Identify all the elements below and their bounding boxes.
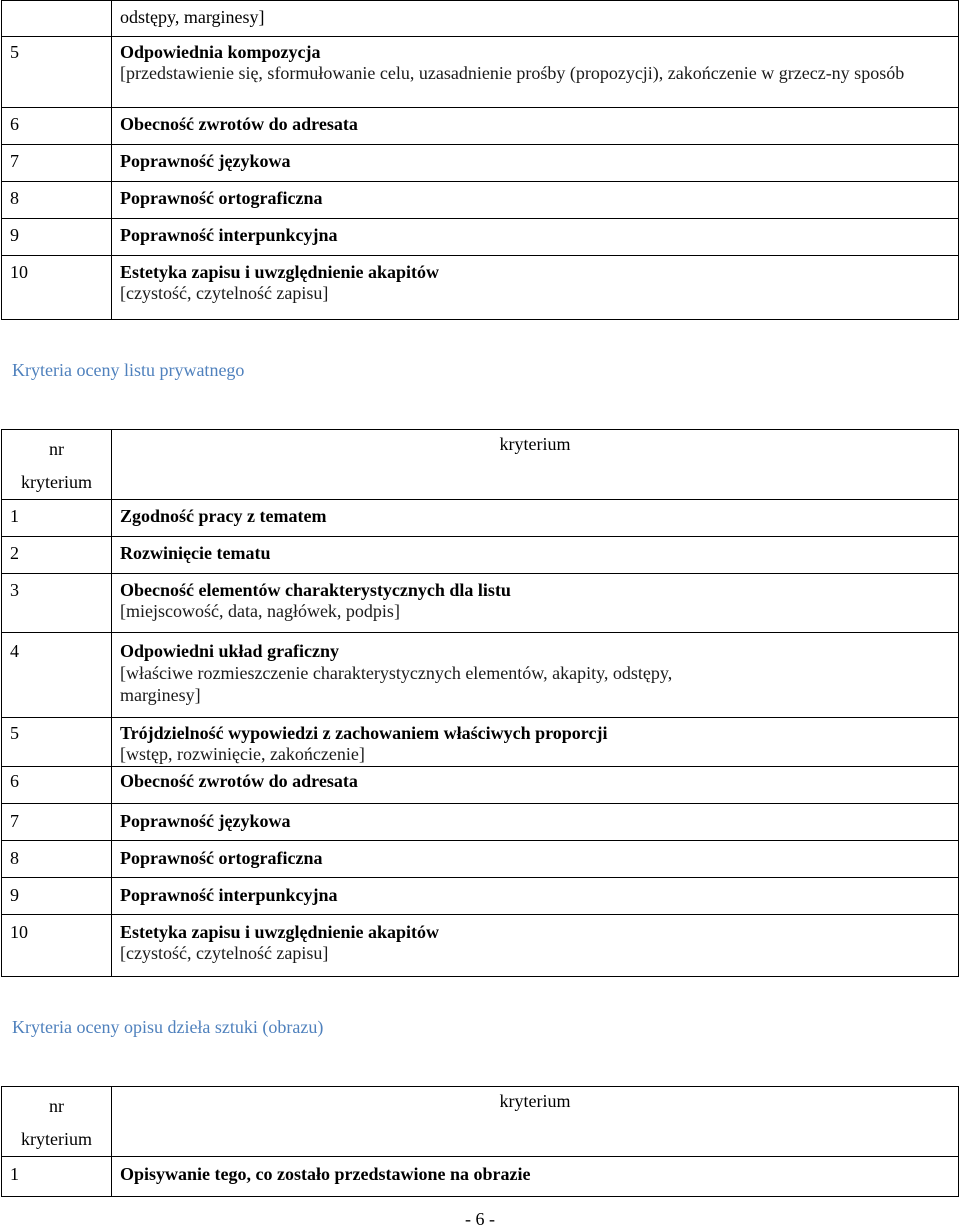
nr-cell: 7 — [2, 804, 112, 841]
header-crit: kryterium — [499, 1091, 571, 1111]
criterion-desc: [miejscowość, data, nagłówek, podpis] — [120, 601, 400, 621]
table-row — [2, 537, 959, 574]
nr-cell: 5 — [2, 718, 112, 767]
criterion-cell — [112, 108, 959, 145]
criterion-cell — [112, 256, 959, 320]
table-row — [2, 500, 959, 537]
nr-cell: 4 — [2, 633, 112, 718]
header-crit: kryterium — [499, 434, 571, 454]
criterion-title: Obecność elementów charakterystycznych dla listu — [120, 580, 511, 600]
criterion-cell — [112, 1, 959, 37]
nr-cell: 10 — [2, 256, 112, 320]
nr-cell: 3 — [2, 574, 112, 633]
table-row — [2, 108, 959, 145]
criterion-title: Poprawność językowa — [120, 151, 291, 171]
header-nr: nr — [49, 439, 64, 459]
criterion-title: Odpowiedni układ graficzny — [120, 641, 340, 661]
criterion-title: Poprawność interpunkcyjna — [120, 225, 338, 245]
table-row — [2, 256, 959, 320]
criterion-cell — [112, 767, 959, 804]
criterion-desc: [właściwe rozmieszczenie charakterystycznych elementów, akapity, odstępy, marginesy] — [120, 663, 673, 705]
criterion-desc: [wstęp, rozwinięcie, zakończenie] — [120, 744, 365, 764]
nr-cell: 7 — [2, 145, 112, 182]
table-row — [2, 145, 959, 182]
table-header-row — [2, 430, 959, 500]
table-row — [2, 915, 959, 977]
nr-cell: 9 — [2, 878, 112, 915]
nr-cell: 6 — [2, 108, 112, 145]
criterion-desc: [przedstawienie się, sformułowanie celu, uzasadnienie prośby (propozycji), zakończenie w grzecz-ny sposób — [120, 63, 905, 83]
criterion-title: Trójdzielność wypowiedzi z zachowaniem właściwych proporcji — [120, 723, 608, 743]
criterion-title: Poprawność ortograficzna — [120, 188, 323, 208]
criterion-cell — [112, 182, 959, 219]
table-row — [2, 1157, 959, 1197]
header-nr-cell — [2, 1087, 112, 1157]
header-nr-kryterium: kryterium — [21, 472, 92, 492]
table-header-row — [2, 1087, 959, 1157]
criterion-cell — [112, 633, 959, 718]
criterion-title: Zgodność pracy z tematem — [120, 506, 327, 526]
criterion-title: Obecność zwrotów do adresata — [120, 771, 358, 791]
criterion-cell — [112, 878, 959, 915]
table-row — [2, 1, 959, 37]
nr-cell: 9 — [2, 219, 112, 256]
criterion-cell — [112, 841, 959, 878]
header-nr: nr — [49, 1096, 64, 1116]
nr-cell: 10 — [2, 915, 112, 977]
table-row — [2, 219, 959, 256]
criteria-table-continued — [1, 0, 959, 320]
criterion-cell — [112, 574, 959, 633]
section-heading: Kryteria oceny opisu dzieła sztuki (obrazu) — [12, 1017, 324, 1037]
criterion-title: Poprawność interpunkcyjna — [120, 885, 338, 905]
header-nr-kryterium: kryterium — [21, 1129, 92, 1149]
page-number: - 6 - — [465, 1209, 495, 1229]
criteria-table-artwork — [1, 1086, 959, 1197]
criterion-title: Opisywanie tego, co zostało przedstawione na obrazie — [120, 1164, 531, 1184]
table-row — [2, 574, 959, 633]
header-crit-cell — [112, 430, 959, 500]
nr-cell: 1 — [2, 1157, 112, 1197]
nr-cell: 5 — [2, 37, 112, 108]
criterion-cell — [112, 915, 959, 977]
nr-cell — [2, 1, 112, 37]
criteria-table-private-letter — [1, 429, 959, 977]
section-heading: Kryteria oceny listu prywatnego — [12, 360, 245, 380]
criterion-desc: [czystość, czytelność zapisu] — [120, 283, 329, 303]
nr-cell: 1 — [2, 500, 112, 537]
criterion-title: Odpowiednia kompozycja — [120, 42, 321, 62]
table-row — [2, 878, 959, 915]
criterion-desc: odstępy, marginesy] — [120, 7, 265, 27]
criterion-cell — [112, 37, 959, 108]
criterion-title: Obecność zwrotów do adresata — [120, 114, 358, 134]
nr-cell: 8 — [2, 182, 112, 219]
criterion-cell — [112, 145, 959, 182]
criterion-cell — [112, 1157, 959, 1197]
criterion-cell — [112, 500, 959, 537]
header-nr-cell — [2, 430, 112, 500]
header-crit-cell — [112, 1087, 959, 1157]
criterion-desc: [czystość, czytelność zapisu] — [120, 943, 329, 963]
table-row — [2, 182, 959, 219]
table-row — [2, 767, 959, 804]
nr-cell: 2 — [2, 537, 112, 574]
nr-cell: 8 — [2, 841, 112, 878]
table-row — [2, 718, 959, 767]
criterion-cell — [112, 718, 959, 767]
criterion-cell — [112, 537, 959, 574]
criterion-title: Poprawność ortograficzna — [120, 848, 323, 868]
criterion-cell — [112, 804, 959, 841]
table-row — [2, 633, 959, 718]
nr-cell: 6 — [2, 767, 112, 804]
criterion-cell — [112, 219, 959, 256]
table-row — [2, 37, 959, 108]
table-row — [2, 804, 959, 841]
criterion-title: Rozwinięcie tematu — [120, 543, 271, 563]
criterion-title: Poprawność językowa — [120, 811, 291, 831]
criterion-title: Estetyka zapisu i uwzględnienie akapitów — [120, 262, 440, 282]
criterion-title: Estetyka zapisu i uwzględnienie akapitów — [120, 922, 440, 942]
table-row — [2, 841, 959, 878]
